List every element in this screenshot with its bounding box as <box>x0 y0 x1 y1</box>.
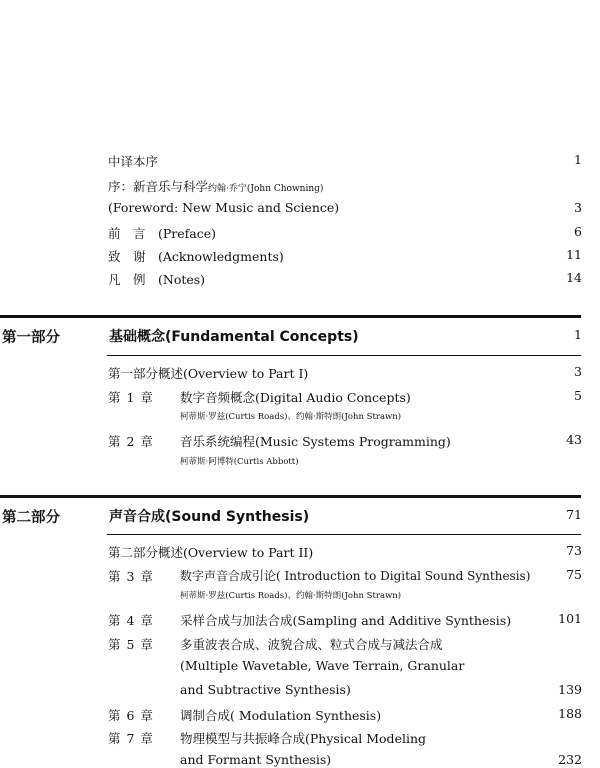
chapter-title-line[interactable]: 多重波表合成、波貌合成、粒式合成与减法合成 <box>180 637 443 652</box>
part-label: 第一部分 <box>2 330 60 346</box>
chapter-title-line[interactable]: 物理模型与共振峰合成(Physical Modeling <box>180 731 427 746</box>
chapter-number: 第 4 章 <box>108 613 154 628</box>
part-title[interactable]: 声音合成(Sound Synthesis) <box>109 509 310 525</box>
chapter-number: 第 3 章 <box>108 569 154 584</box>
page-number: 75 <box>566 567 582 582</box>
page-number: 139 <box>558 682 582 697</box>
page-number: 11 <box>566 247 582 262</box>
front-matter-item[interactable] <box>108 200 339 215</box>
chapter-title[interactable]: 数字音频概念(Digital Audio Concepts) <box>180 390 411 405</box>
page-number: 101 <box>558 611 582 626</box>
chapter-title[interactable]: 数字声音合成引论( Introduction to Digital Sound Synthesis) <box>180 569 531 583</box>
page-number: 6 <box>574 224 582 239</box>
cropped-heading-fragment <box>0 0 600 6</box>
front-matter-title: 中译本序 <box>108 154 159 169</box>
front-matter-title: 凡 例 (Notes) <box>108 272 206 287</box>
part-underline-rule <box>107 355 581 356</box>
part-divider-rule <box>0 315 581 318</box>
page-number: 3 <box>574 200 582 215</box>
page-number: 232 <box>558 752 582 767</box>
front-matter-title: 序：新音乐与科学 <box>108 179 209 194</box>
page-number: 5 <box>574 388 582 403</box>
chapter-number: 第 5 章 <box>108 637 154 652</box>
front-matter-title: 致 谢 (Acknowledgments) <box>108 249 284 264</box>
front-matter-item[interactable] <box>108 247 284 265</box>
page-number: 73 <box>566 543 582 558</box>
page-number: 1 <box>574 327 582 342</box>
chapter-number: 第 1 章 <box>108 390 154 405</box>
chapter-title[interactable]: 音乐系统编程(Music Systems Programming) <box>180 434 451 449</box>
front-matter-item[interactable] <box>108 270 205 288</box>
chapter-title-line[interactable]: (Multiple Wavetable, Wave Terrain, Granular <box>180 658 465 673</box>
part-divider-rule <box>0 495 581 498</box>
chapter-number: 第 6 章 <box>108 708 154 723</box>
part-title[interactable]: 基础概念(Fundamental Concepts) <box>109 329 359 345</box>
chapter-title[interactable]: 调制合成( Modulation Synthesis) <box>180 708 382 723</box>
part-underline-rule <box>107 534 581 535</box>
page-number: 14 <box>566 270 582 285</box>
page-number: 188 <box>558 706 582 721</box>
chapter-number: 第 7 章 <box>108 731 154 746</box>
overview-entry[interactable]: 第一部分概述(Overview to Part I) <box>108 366 309 381</box>
front-matter-item[interactable] <box>108 224 216 242</box>
chapter-authors: 柯蒂斯·阿博特(Curtis Abbott) <box>180 457 299 467</box>
front-matter-title: 前 言 (Preface) <box>108 226 217 241</box>
page-number: 1 <box>574 152 582 167</box>
front-matter-item[interactable] <box>108 177 323 195</box>
front-matter-item[interactable] <box>108 152 158 170</box>
part-label: 第二部分 <box>2 510 60 526</box>
page-number: 3 <box>574 364 582 379</box>
chapter-authors: 柯蒂斯·罗兹(Curtis Roads)、约翰·斯特朗(John Strawn) <box>180 591 402 601</box>
chapter-authors: 柯蒂斯·罗兹(Curtis Roads)、约翰·斯特朗(John Strawn) <box>180 412 402 422</box>
overview-entry[interactable]: 第二部分概述(Overview to Part II) <box>108 545 314 560</box>
chapter-number: 第 2 章 <box>108 434 154 449</box>
page-number: 71 <box>566 507 582 522</box>
cropped-heading-glyphs <box>0 0 600 6</box>
chapter-title-line[interactable]: and Formant Synthesis) <box>180 752 332 767</box>
chapter-title[interactable]: 采样合成与加法合成(Sampling and Additive Synthesis) <box>180 613 512 628</box>
front-matter-title: (Foreword: New Music and Science) <box>108 200 340 215</box>
chapter-title-line[interactable]: and Subtractive Synthesis) <box>180 682 351 697</box>
page-number: 43 <box>566 432 582 447</box>
front-matter-author: 约翰·乔宁(John Chowning) <box>208 184 324 194</box>
